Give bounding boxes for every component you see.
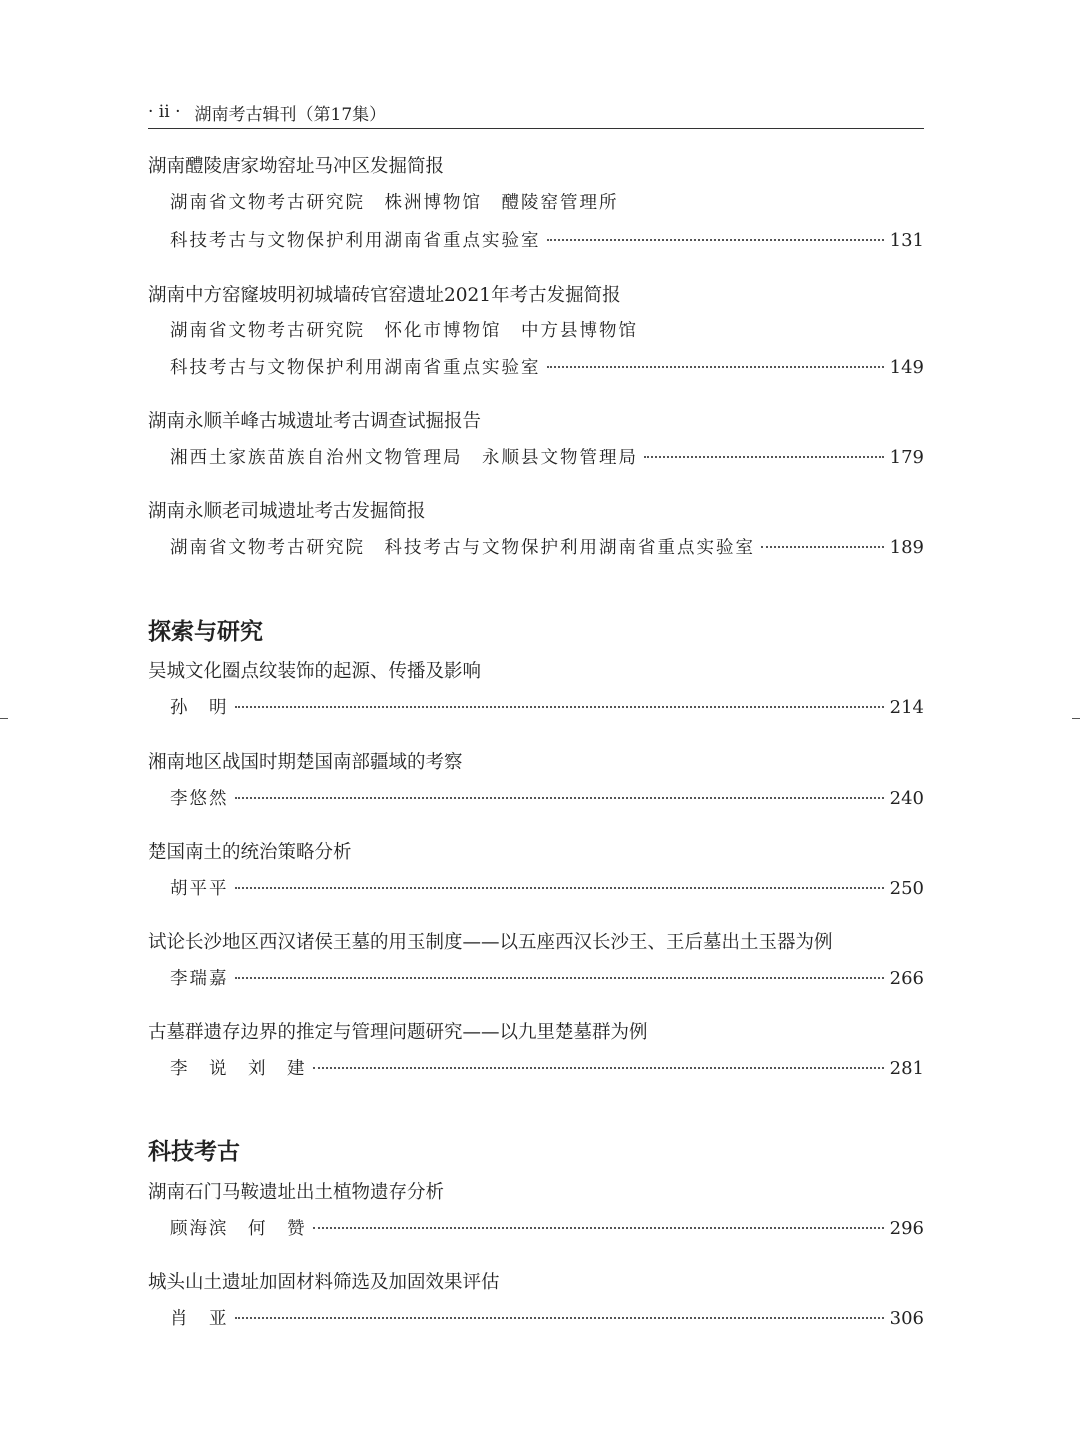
toc-entry-authors: 湖南省文物考古研究院 科技考古与文物保护利用湖南省重点实验室 189 <box>170 537 924 558</box>
toc-entry-title: 湖南醴陵唐家坳窑址马冲区发掘简报 <box>148 156 445 177</box>
toc-entry-title: 城头山土遗址加固材料筛选及加固效果评估 <box>148 1272 500 1293</box>
toc-entry-authors: 李瑞嘉 266 <box>170 968 924 989</box>
dot-leader <box>235 1317 884 1319</box>
dot-leader <box>547 366 884 368</box>
toc-entry-authors: 湘西土家族苗族自治州文物管理局 永顺县文物管理局 179 <box>170 447 924 468</box>
toc-entry-title: 楚国南土的统治策略分析 <box>148 842 352 863</box>
toc-entry-authors: 科技考古与文物保护利用湖南省重点实验室 131 <box>170 230 924 251</box>
toc-entry-authors: 肖 亚 306 <box>170 1308 924 1329</box>
toc-entry-authors: 胡平平 250 <box>170 878 924 899</box>
book-title: 湖南考古辑刊（第17集） <box>194 104 387 125</box>
toc-entry-authors: 科技考古与文物保护利用湖南省重点实验室 149 <box>170 357 924 378</box>
dot-leader <box>313 1067 884 1069</box>
toc-entry-title: 古墓群遗存边界的推定与管理问题研究——以九里楚墓群为例 <box>148 1022 648 1043</box>
toc-entry-title: 湘南地区战国时期楚国南部疆域的考察 <box>148 752 463 773</box>
toc-entry-title: 湖南中方窑窿坡明初城墙砖官窑遗址2021年考古发掘简报 <box>148 285 621 306</box>
toc-entry-title: 试论长沙地区西汉诸侯王墓的用玉制度——以五座西汉长沙王、王后墓出土玉器为例 <box>148 932 833 953</box>
toc-page-number: 281 <box>889 1058 924 1079</box>
running-header <box>148 96 924 129</box>
toc-entry-authors: 湖南省文物考古研究院 怀化市博物馆 中方县博物馆 <box>170 321 638 341</box>
dot-leader <box>235 797 884 799</box>
dot-leader <box>235 977 884 979</box>
toc-entry-title: 湖南永顺羊峰古城遗址考古调查试掘报告 <box>148 411 482 432</box>
toc-entry-title: 吴城文化圈点纹装饰的起源、传播及影响 <box>148 661 482 682</box>
dot-leader <box>547 239 884 241</box>
dot-leader <box>761 546 884 548</box>
toc-page-number: 149 <box>889 357 924 378</box>
toc-page-number: 306 <box>889 1308 924 1329</box>
crop-mark-left <box>0 718 8 719</box>
toc-page-number: 296 <box>889 1218 924 1239</box>
toc-page-number: 250 <box>889 878 924 899</box>
dot-leader <box>644 456 884 458</box>
toc-entry-authors: 孙 明 214 <box>170 697 924 718</box>
toc-page-number: 179 <box>889 447 924 468</box>
dot-leader <box>235 706 884 708</box>
page-number: · ii · <box>148 102 181 122</box>
toc-page-number: 240 <box>889 788 924 809</box>
toc-page-number: 131 <box>889 230 924 251</box>
toc-page-number: 189 <box>889 537 924 558</box>
section-heading: 探索与研究 <box>148 618 263 645</box>
toc-entry-authors: 李悠然 240 <box>170 788 924 809</box>
toc-page-number: 266 <box>889 968 924 989</box>
crop-mark-right <box>1072 718 1080 719</box>
toc-entry-title: 湖南永顺老司城遗址考古发掘简报 <box>148 501 426 522</box>
toc-entry-authors: 李 说 刘 建 281 <box>170 1058 924 1079</box>
toc-entry-authors: 湖南省文物考古研究院 株洲博物馆 醴陵窑管理所 <box>170 193 619 213</box>
toc-entry-authors: 顾海滨 何 赞 296 <box>170 1218 924 1239</box>
toc-entry-title: 湖南石门马鞍遗址出土植物遗存分析 <box>148 1182 445 1203</box>
dot-leader <box>313 1227 884 1229</box>
toc-page-number: 214 <box>889 697 924 718</box>
dot-leader <box>235 887 884 889</box>
section-heading: 科技考古 <box>148 1138 240 1165</box>
